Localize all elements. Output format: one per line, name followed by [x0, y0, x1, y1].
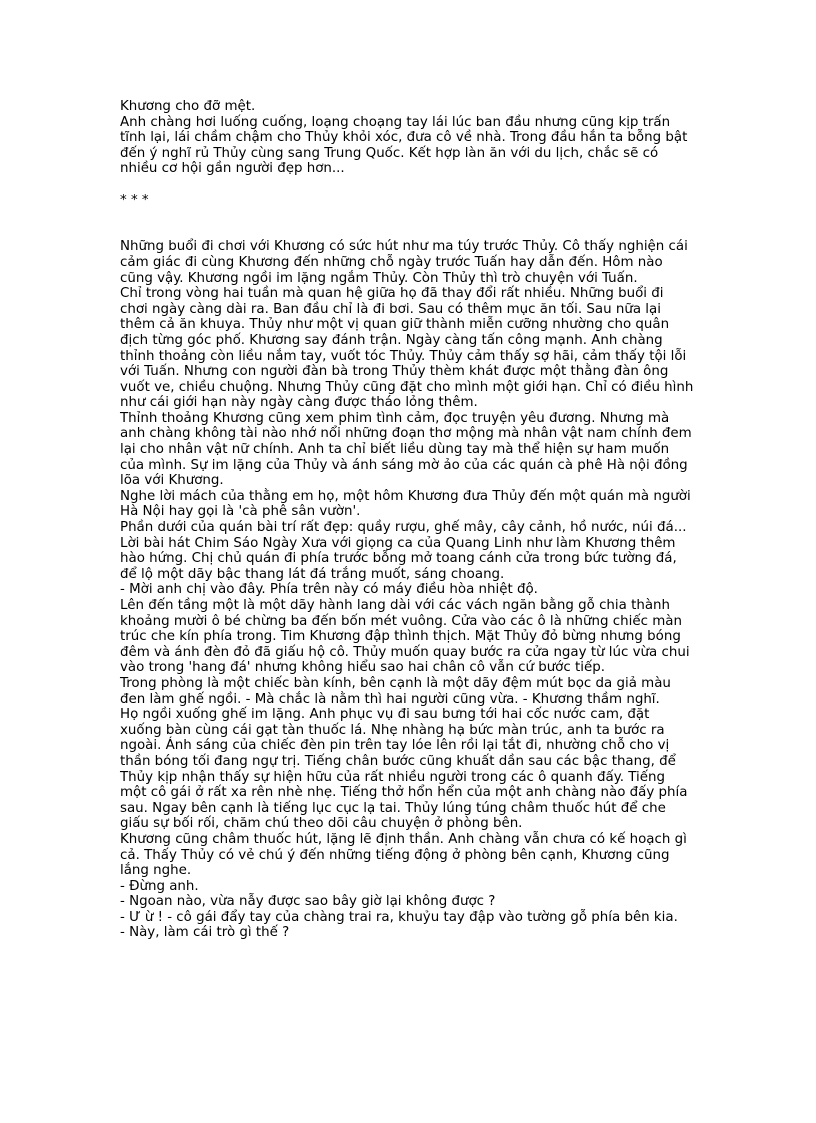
text-line: để lộ một dãy bậc thang lát đá trắng muốt, sáng choang. — [120, 566, 505, 582]
text-line: hào hứng. Chị chủ quán đi phía trước bỗng mở toang cánh cửa trong bức tường đá, — [120, 551, 677, 567]
text-line: xuống bàn cùng cái gạt tàn thuốc lá. Nhẹ nhàng hạ bức màn trúc, anh ta bước ra — [120, 722, 665, 738]
text-line: - Mời anh chị vào đây. Phía trên này có máy điều hòa nhiệt độ. — [120, 582, 538, 598]
text-line: trúc che kín phía trong. Tim Khương đập thình thịch. Mặt Thủy đỏ bừng nhưng bóng — [120, 629, 681, 645]
text-line: - Ư ừ ! - cô gái đẩy tay của chàng trai ra, khuỷu tay đập vào tường gỗ phía bên kia. — [120, 909, 678, 925]
text-line: giấu sự bối rối, chăm chú theo dõi câu chuyện ở phòng bên. — [120, 816, 523, 832]
text-line: - Này, làm cái trò gì thế ? — [120, 925, 290, 941]
text-line: chơi ngày càng dài ra. Ban đầu chỉ là đi bơi. Sau có thêm mục ăn tối. Sau nữa lại — [120, 301, 661, 317]
text-line: vào trong 'hang đá' nhưng không hiểu sao hai chân cô vẫn cứ bước tiếp. — [120, 660, 605, 676]
text-line: một cô gái ở rất xa rên nhè nhẹ. Tiếng thở hổn hển của một anh chàng nào đấy phía — [120, 785, 688, 801]
text-line: Những buổi đi chơi với Khương có sức hút như ma túy trước Thủy. Cô thấy nghiện cái — [120, 239, 688, 255]
text-line: Lời bài hát Chim Sáo Ngày Xưa với giọng ca của Quang Linh như làm Khương thêm — [120, 535, 676, 551]
text-line: Trong phòng là một chiếc bàn kính, bên cạnh là một dãy đệm mút bọc da giả màu — [120, 675, 671, 691]
text-line: lại cho nhân vật nữ chính. Anh ta chỉ biết liều dùng tay mà thể hiện sự ham muốn — [120, 442, 670, 458]
text-line: - Đừng anh. — [120, 878, 199, 894]
text-line: Khương cũng châm thuốc hút, lặng lẽ định thần. Anh chàng vẫn chưa có kế hoạch gì — [120, 831, 687, 847]
text-line: sau. Ngay bên cạnh là tiếng lục cục lạ tai. Thủy lúng túng châm thuốc hút để che — [120, 800, 666, 816]
text-line: Hà Nội hay gọi là 'cà phê sân vườn'. — [120, 504, 361, 520]
text-line: thần bóng tối đang ngự trị. Tiếng chân bước cũng khuất dần sau các bậc thang, để — [120, 753, 676, 769]
text-line: cũng vậy. Khương ngồi im lặng ngắm Thủy. Còn Thủy thì trò chuyện với Tuấn. — [120, 270, 638, 286]
text-line: nhiều cơ hội gần người đẹp hơn... — [120, 161, 345, 177]
page-text — [120, 99, 710, 941]
text-line: Chỉ trong vòng hai tuần mà quan hệ giữa họ đã thay đổi rất nhiều. Những buổi đi — [120, 286, 664, 302]
text-line: Nghe lời mách của thằng em họ, một hôm Khương đưa Thủy đến một quán mà người — [120, 488, 691, 504]
text-line: với Tuấn. Nhưng con người đàn bà trong Thủy thèm khát được một thằng đàn ông — [120, 364, 669, 380]
text-line: như cái giới hạn này ngày càng được tháo lỏng thêm. — [120, 395, 478, 411]
section-separator: * * * — [120, 192, 149, 208]
text-line: lõa với Khương. — [120, 473, 224, 489]
text-line: đến ý nghĩ rủ Thủy cùng sang Trung Quốc. Kết hợp làn ăn với du lịch, chắc sẽ có — [120, 145, 659, 161]
text-line: Anh chàng hơi luống cuống, loạng choạng tay lái lúc ban đầu nhưng cũng kịp trấn — [120, 114, 671, 130]
text-line: Thủy kịp nhận thấy sự hiện hữu của rất nhiều người trong các ô quanh đấy. Tiếng — [120, 769, 665, 785]
text-line: đen làm ghế ngồi. - Mà chắc là nằm thì hai người cũng vừa. - Khương thầm nghĩ. — [120, 691, 660, 707]
text-line: thêm cả ăn khuya. Thủy như một vị quan giữ thành miễn cưỡng nhường cho quân — [120, 317, 670, 333]
paragraph-intro — [120, 99, 710, 177]
text-line: cả. Thấy Thủy có vẻ chú ý đến những tiếng động ở phòng bên cạnh, Khương cũng — [120, 847, 670, 863]
text-line: khoảng mười ô bé chừng ba đến bốn mét vuông. Cửa vào các ô là những chiếc màn — [120, 613, 682, 629]
text-line: anh chàng không tài nào nhớ nổi những đoạn thơ mộng mà nhân vật nam chính đem — [120, 426, 692, 442]
text-line: đêm và ánh đèn đỏ đã giấu hộ cô. Thủy muốn quay bước ra cửa ngay từ lúc vừa chui — [120, 644, 690, 660]
text-line: - Ngoan nào, vừa nẫy được sao bây giờ lại không được ? — [120, 894, 496, 910]
text-line: Họ ngồi xuống ghế im lặng. Anh phục vụ đi sau bưng tới hai cốc nước cam, đặt — [120, 707, 650, 723]
text-line: Phần dưới của quán bài trí rất đẹp: quầy rượu, ghế mây, cây cảnh, hồ nước, núi đá... — [120, 520, 687, 536]
text-line: Thỉnh thoảng Khương cũng xem phim tình cảm, đọc truyện yêu đương. Nhưng mà — [120, 410, 670, 426]
text-line: cảm giác đi cùng Khương đến những chỗ ngày trước Tuấn hay dẫn đến. Hôm nào — [120, 254, 663, 270]
text-line: của mình. Sự im lặng của Thủy và ánh sáng mờ ảo của các quán cà phê Hà nội đồng — [120, 457, 688, 473]
text-line: lắng nghe. — [120, 863, 192, 879]
paragraph-body — [120, 239, 710, 941]
text-line: Lên đến tầng một là một dãy hành lang dài với các vách ngăn bằng gỗ chia thành — [120, 598, 671, 613]
text-line: Khương cho đỡ mệt. — [120, 99, 256, 114]
text-line: địch từng góc phố. Khương say đánh trận. Ngày càng tấn công mạnh. Anh chàng — [120, 332, 663, 348]
text-line: tĩnh lại, lái chầm chậm cho Thủy khỏi xóc, đưa cô về nhà. Trong đầu hắn ta bỗng bật — [120, 130, 688, 146]
text-line: thỉnh thoảng còn liều nắm tay, vuốt tóc Thủy. Thủy cảm thấy sợ hãi, cảm thấy tội lỗi — [120, 348, 687, 364]
text-line: vuốt ve, chiều chuộng. Nhưng Thủy cũng đặt cho mình một giới hạn. Chỉ có điều hình — [120, 379, 694, 395]
text-line: ngoài. Ánh sáng của chiếc đèn pin trên tay lóe lên rồi lại tắt đi, nhường chỗ cho vị — [120, 738, 670, 754]
